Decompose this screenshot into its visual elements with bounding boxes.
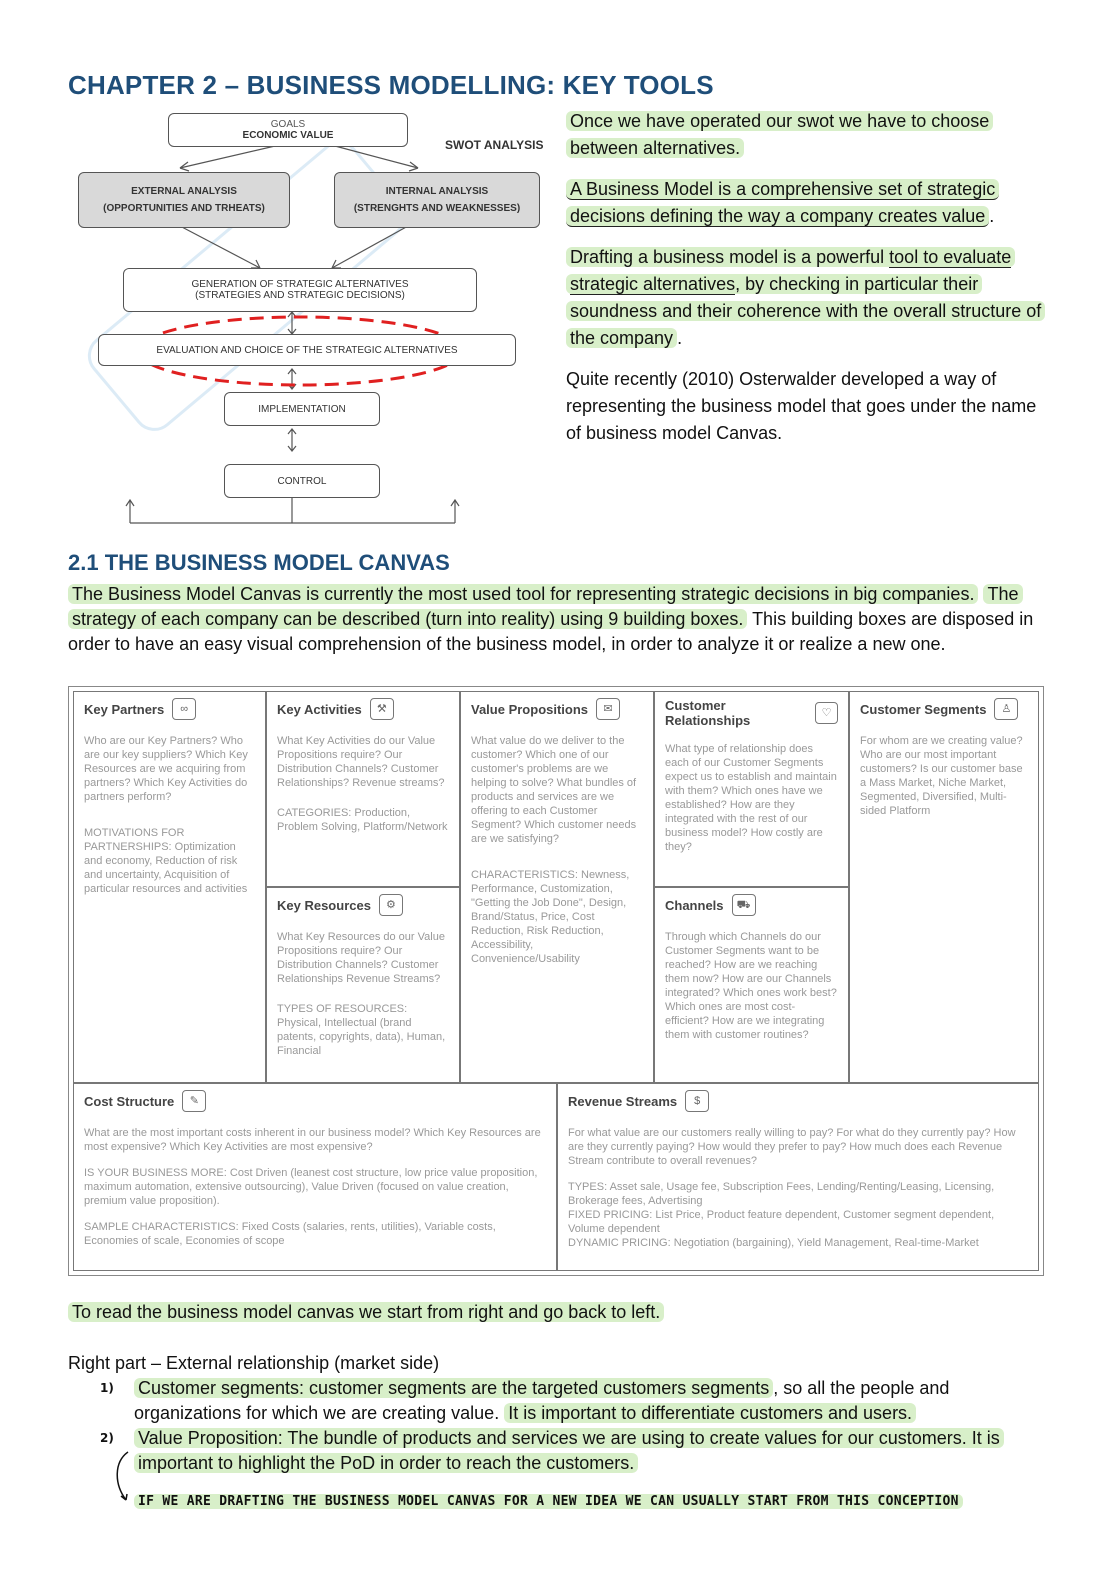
paragraph-2 [566,176,1056,230]
item1-rest: , so all the people and organizations for which we are creating value. [134,1378,950,1423]
gift-icon: ✉ [596,698,620,720]
bottom-text [68,1300,1058,1476]
internal-label: INTERNAL ANALYSIS [385,186,489,197]
value-propositions-cell [460,691,654,1083]
right-column-text [566,108,1056,461]
channels-cell [654,887,849,1083]
key-activities-cell [266,691,460,887]
chain-link-icon: ∞ [172,698,196,720]
item1-highlight: Customer segments: customer segments are the targeted customers segments [134,1378,773,1398]
key-resources-cell [266,887,460,1083]
key-resources-questions: What Key Resources do our Value Propositions require? Our Distribution Channels? Customer Relationships Revenue Streams? [277,931,445,985]
intro-s2: The strategy of each company can be described (turn into reality) using 9 building boxes. [68,584,1023,629]
p3-a: Drafting a business model is a powerful [570,247,890,267]
value-propositions-characteristics: CHARACTERISTICS: Newness, Performance, Customization, "Getting the Job Done", Design, Brand/Status, Price, Cost Reduction, Risk Reduction, Accessibility, Convenience/Usability [471,869,630,965]
key-partners-cell [73,691,266,1083]
heart-icon: ♡ [815,702,838,724]
control-label: CONTROL [277,475,327,487]
chapter-title: CHAPTER 2 – BUSINESS MODELLING: KEY TOOLS [68,70,714,100]
handwritten-text: IF WE ARE DRAFTING THE BUSINESS MODEL CANVAS FOR A NEW IDEA WE CAN USUALLY START FROM THIS CONCEPTION [134,1494,963,1509]
key-partners-title: Key Partners [84,701,165,717]
money-bag-icon: $ [685,1090,709,1112]
key-activities-title: Key Activities [277,701,362,717]
implementation-box [224,392,380,426]
key-resources-types: TYPES OF RESOURCES: Physical, Intellectual (brand patents, copyrights, data), Human, Financial [277,1003,446,1057]
customer-relationships-questions: What type of relationship does each of our Customer Segments expect us to establish and maintain with them? Which ones have we established? How are they integrated with the rest of our business model? How costly are they? [665,743,837,853]
cost-structure-questions: What are the most important costs inherent in our business model? Which Key Resources are most expensive? Which Key Activities are most expensive? [84,1127,541,1153]
revenue-streams-title: Revenue Streams [568,1093,678,1109]
goals-box [168,113,408,147]
paragraph-4: Quite recently (2010) Osterwalder developed a way of representing the business model that goes under the name of business model Canvas. [566,369,1037,443]
external-label: EXTERNAL ANALYSIS [131,186,237,197]
person-icon: ♙ [994,698,1018,720]
item1-highlight-2: It is important to differentiate customers and users. [504,1403,916,1423]
external-sub: (OPPORTUNITIES AND TRHEATS) [103,203,265,214]
customer-relationships-title: Customer Relationships [665,698,751,728]
list-number: 2) [100,1431,114,1445]
key-activities-questions: What Key Activities do our Value Propositions require? Our Distribution Channels? Customer Relationships? Revenue streams? [277,735,445,789]
generation-sub: (STRATEGIES AND STRATEGIC DECISIONS) [195,290,405,301]
p2-end: . [989,206,995,226]
control-box [224,464,380,498]
key-partners-questions: Who are our Key Partners? Who are our key suppliers? Which Key Resources are we acquiring from partners? Which Key Activities do partners perform? [84,735,248,803]
cost-structure-title: Cost Structure [84,1093,175,1109]
canvas-parts-list [68,1376,1058,1476]
revenue-streams-cell [557,1083,1039,1271]
item2-highlight: Value Proposition: The bundle of products and services we are using to create values for our customers. It is important to highlight the PoD in order to reach the customers. [134,1428,1004,1473]
intro-s1: The Business Model Canvas is currently the most used tool for representing strategic decisions in big companies. [68,584,978,604]
cost-structure-drivers: IS YOUR BUSINESS MORE: Cost Driven (leanest cost structure, low price value proposition, maximum automation, extensive outsourcing), Value Driven (focused on value creation, premium value proposition). [84,1167,538,1207]
channels-questions: Through which Channels do our Customer Segments want to be reached? How are we reaching them now? How are our Channels integrated? Which ones work best? Which ones are most cost-efficient? How are we integrating them with customer routines? [665,931,837,1041]
price-tag-icon: ✎ [182,1090,206,1112]
key-resources-title: Key Resources [277,897,371,913]
worker-icon: ⚒ [370,698,394,720]
p3-b: tool to evaluate strategic alternatives [570,247,1012,294]
internal-sub: (STRENGHTS AND WEAKNESSES) [353,203,521,214]
cost-structure-cell [73,1083,557,1271]
revenue-streams-dynamic-pricing: DYNAMIC PRICING: Negotiation (bargaining), Yield Management, Real-time-Market [568,1237,979,1249]
customer-segments-cell [849,691,1039,1083]
p2-text: A Business Model is a comprehensive set of strategic decisions defining the way a company creates value [566,179,999,227]
read-text: To read the business model canvas we start from right and go back to left. [68,1302,664,1322]
list-number: 1) [100,1381,114,1395]
customer-relationships-cell [654,691,849,887]
value-propositions-questions: What value do we deliver to the customer? Which one of our customer's problems are we helping to solve? What bundles of products and services are we offering to each Customer Segment? Which customer needs are we satisfying? [471,735,637,845]
intro-paragraph [68,582,1058,657]
revenue-streams-types: TYPES: Asset sale, Usage fee, Subscription Fees, Lending/Renting/Leasing, Licensing, Brokerage fees, Advertising [568,1181,995,1207]
list-item [68,1426,1058,1476]
business-model-canvas [68,686,1044,1276]
generation-label: GENERATION OF STRATEGIC ALTERNATIVES [191,279,409,290]
list-item [68,1376,1058,1426]
evaluation-box [98,334,516,366]
goals-label: GOALS [270,119,306,130]
p1-text: Once we have operated our swot we have to choose between alternatives. [566,111,993,158]
p3-c: , by checking in particular their soundness and their coherence with the overall structure of the company [570,274,1042,348]
customer-segments-questions: For whom are we creating value? Who are our most important customers? Is our customer base a Mass Market, Niche Market, Segmented, Diversified, Multi-sided Platform [860,735,1023,817]
evaluation-label: EVALUATION AND CHOICE OF THE STRATEGIC ALTERNATIVES [156,344,458,356]
handwritten-note [134,1494,963,1509]
factory-worker-icon: ⚙ [379,894,403,916]
swot-label: SWOT ANALYSIS [445,138,544,152]
swot-diagram [70,108,550,538]
cost-structure-characteristics: SAMPLE CHARACTERISTICS: Fixed Costs (salaries, rents, utilities), Variable costs, Economies of scale, Economies of scope [84,1221,496,1247]
customer-segments-title: Customer Segments [860,701,987,717]
revenue-streams-fixed-pricing: FIXED PRICING: List Price, Product feature dependent, Customer segment dependent, Volume dependent [568,1209,995,1235]
truck-icon: ⛟ [732,894,756,916]
generation-box [123,268,477,312]
channels-title: Channels [665,897,724,913]
paragraph-1 [566,108,1056,162]
economic-value-label: ECONOMIC VALUE [242,130,334,141]
implementation-label: IMPLEMENTATION [258,403,346,415]
value-propositions-title: Value Propositions [471,701,589,717]
revenue-streams-questions: For what value are our customers really willing to pay? For what do they currently pay? How are they currently paying? How would they prefer to pay? How much does each Revenue Stream contribute to overall revenues? [568,1127,1016,1167]
section-title: 2.1 THE BUSINESS MODEL CANVAS [68,550,450,575]
p3-d: . [677,328,683,348]
right-part-heading: Right part – External relationship (market side) [68,1353,440,1373]
key-partners-motivations: MOTIVATIONS FOR PARTNERSHIPS: Optimization and economy, Reduction of risk and uncertainty, Acquisition of particular resources and activities [84,827,248,895]
internal-analysis-box [334,172,540,228]
read-instruction [68,1300,1058,1325]
external-analysis-box [78,172,290,228]
paragraph-3 [566,244,1056,352]
key-activities-categories: CATEGORIES: Production, Problem Solving, Platform/Network [277,807,448,833]
intro-s3: This building boxes are disposed in order to have an easy visual comprehension of the business model, in order to analyze it or realize a new one. [68,609,1034,654]
